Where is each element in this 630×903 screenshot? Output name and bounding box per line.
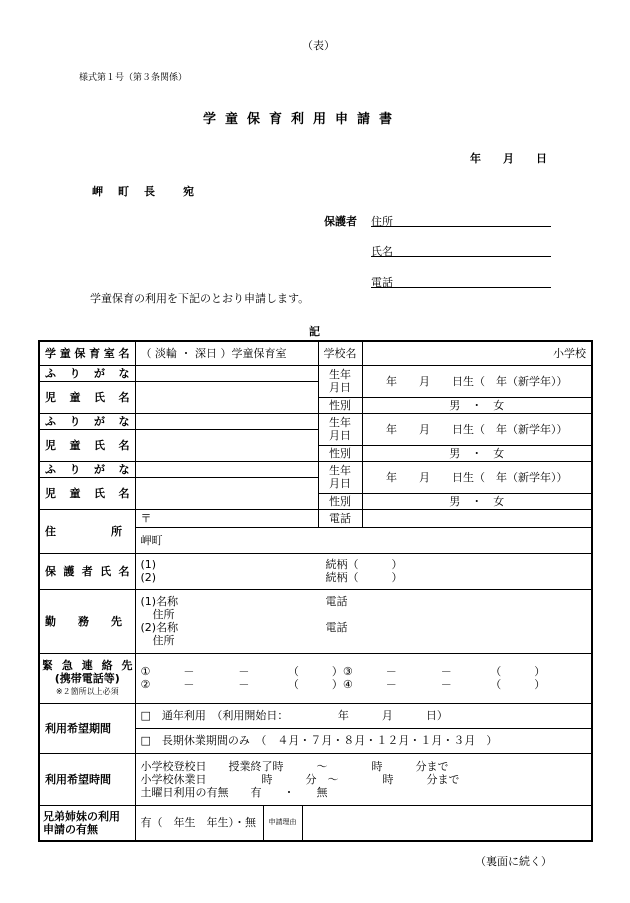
furigana-label-1: ふ り が な (39, 365, 135, 381)
sex-select-1[interactable]: 男 ・ 女 (362, 397, 592, 413)
birth-field-2[interactable]: 年 月 日生（ 年（新学年）） (362, 413, 592, 445)
furigana-label-3: ふ り が な (39, 461, 135, 477)
page-title: 学童保育利用申請書 (203, 112, 402, 127)
sibling-value[interactable]: 有（ 年生 年生）・無 (136, 806, 264, 840)
applicant-name-field[interactable] (371, 256, 551, 257)
addressee: 岬 町 長 宛 (92, 185, 196, 198)
applicant-phone-field[interactable] (371, 287, 551, 288)
phone-label: 電話 (318, 509, 362, 527)
sex-label-2: 性別 (318, 445, 362, 461)
birth-field-3[interactable]: 年 月 日生（ 年（新学年）） (362, 461, 592, 493)
sex-select-3[interactable]: 男 ・ 女 (362, 493, 592, 509)
phone-field[interactable] (362, 509, 592, 527)
continued-note: （裏面に続く） (475, 855, 552, 868)
child-name-label-1: 児 童 氏 名 (39, 381, 135, 413)
date-field[interactable]: 年 月 日 (470, 152, 547, 165)
intro-text: 学童保育の利用を下記のとおり申請します。 (90, 292, 310, 305)
workplace-field[interactable]: (1)名称 電話 住所 (2)名称 電話 住所 (135, 589, 592, 653)
applicant-address-field[interactable] (371, 226, 551, 227)
applicant-name-label: 氏名 (371, 245, 393, 258)
furigana-field-2[interactable] (135, 413, 318, 429)
child-name-label-2: 児 童 氏 名 (39, 429, 135, 461)
sibling-label: 兄弟姉妹の利用 申請の有無 (39, 805, 135, 841)
sex-select-2[interactable]: 男 ・ 女 (362, 445, 592, 461)
applicant-role: 保護者 (324, 215, 357, 228)
form-number: 様式第１号（第３条関係） (79, 73, 188, 83)
postal-field[interactable]: 〒 (135, 509, 318, 527)
period-label: 利用希望期間 (39, 703, 135, 753)
address-field[interactable]: 岬町 (135, 527, 592, 553)
address-label: 住 所 (39, 509, 135, 553)
room-label: 学童保育室名 (39, 341, 135, 365)
furigana-label-2: ふ り が な (39, 413, 135, 429)
birth-label-3: 生年 月日 (318, 461, 362, 493)
guardian-field[interactable]: (1) 続柄（ ） (2) 続柄（ ） (135, 553, 592, 589)
sibling-field[interactable] (135, 805, 592, 841)
school-label: 学校名 (318, 341, 362, 365)
period-option-holiday[interactable]: □ 長期休業期間のみ （ ４月・７月・８月・１２月・１月・３月 ） (135, 728, 592, 753)
birth-field-1[interactable]: 年 月 日生（ 年（新学年）） (362, 365, 592, 397)
birth-label-2: 生年 月日 (318, 413, 362, 445)
child-name-field-1[interactable] (135, 381, 318, 413)
reason-field[interactable] (303, 806, 592, 840)
ki-label: 記 (309, 325, 320, 338)
child-name-field-3[interactable] (135, 477, 318, 509)
child-name-field-2[interactable] (135, 429, 318, 461)
school-field[interactable] (362, 341, 592, 365)
sex-label-1: 性別 (318, 397, 362, 413)
furigana-field-1[interactable] (135, 365, 318, 381)
period-option-annual[interactable]: □ 通年利用 （利用開始日： 年 月 日） (135, 703, 592, 728)
child-name-label-3: 児 童 氏 名 (39, 477, 135, 509)
furigana-field-3[interactable] (135, 461, 318, 477)
emergency-label: 緊 急 連 絡 先 (携帯電話等) ※２箇所以上必須 (39, 653, 135, 703)
birth-label-1: 生年 月日 (318, 365, 362, 397)
school-suffix: 小学校 (553, 346, 586, 360)
side-indicator: （表） (302, 39, 335, 52)
time-field[interactable]: 小学校登校日 授業終了時 ～ 時 分まで 小学校休業日 時 分 ～ 時 分まで 土曜日利用の有無 有 ・ 無 (135, 753, 592, 805)
applicant-address-label: 住所 (371, 215, 393, 228)
application-table (38, 340, 593, 842)
reason-label: 申請理由 (264, 806, 303, 840)
sex-label-3: 性別 (318, 493, 362, 509)
applicant-phone-label: 電話 (371, 276, 393, 289)
guardian-label: 保 護 者 氏 名 (39, 553, 135, 589)
emergency-field[interactable]: ① － － （ ）③ － － （ ） ② － － （ ）④ － － （ ） (135, 653, 592, 703)
time-label: 利用希望時間 (39, 753, 135, 805)
workplace-label: 勤 務 先 (39, 589, 135, 653)
room-select[interactable]: （ 淡輪 ・ 深日 ）学童保育室 (135, 341, 318, 365)
